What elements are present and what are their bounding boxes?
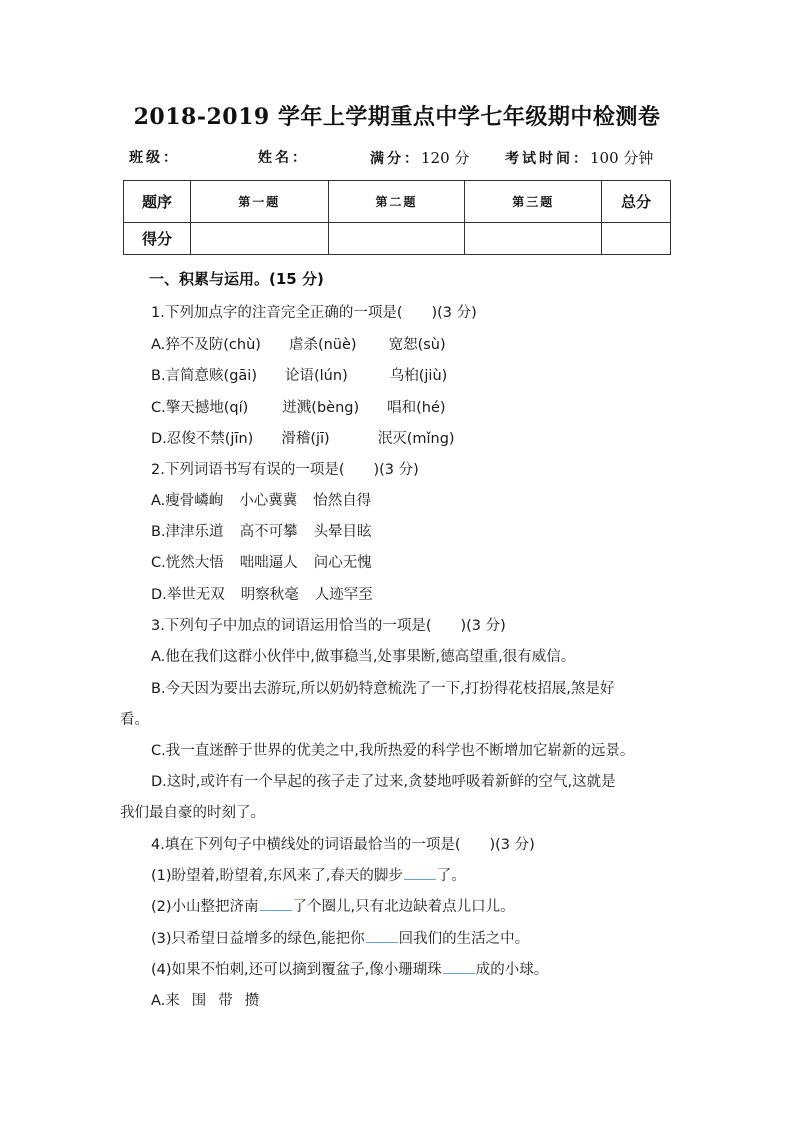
option-text: C.恍然大悟 (151, 555, 224, 571)
score-table-score-row (124, 223, 671, 255)
option-text: 带 (218, 993, 233, 1009)
class-field (129, 147, 180, 167)
sentence-text: 了个圈儿,只有北边缺着点儿口儿。 (292, 899, 515, 915)
name-field (258, 147, 309, 167)
option-text: A.来 (151, 993, 180, 1009)
exam-time (505, 147, 653, 168)
option-text: C.我一直迷醉于世界的优美之中,我所热爱的科学也不断增加它崭新的远景。 (151, 743, 635, 759)
score-table-cell: 第三题 (465, 181, 602, 223)
question-stem: 1.下列加点字的注音完全正确的一项是( )(3 分) (151, 305, 477, 321)
option-text: 虐杀(nüè) (288, 337, 357, 353)
page-title: 2018-2019 学年上学期重点中学七年级期中检测卷 (133, 104, 661, 130)
option-text: 高不可攀 (239, 524, 298, 540)
option-text: B.言简意赅(gāi) (151, 368, 257, 384)
option-text: 怡然自得 (313, 493, 372, 509)
sentence-text: 成的小球。 (475, 962, 549, 978)
name-label: 姓名： (258, 150, 309, 166)
option-text: A.瘦骨嶙峋 (151, 493, 224, 509)
option-line (151, 364, 447, 385)
score-table (123, 180, 671, 255)
full-score-value: 120 分 (421, 149, 470, 167)
fill-sentence (151, 864, 466, 885)
exam-time-value: 100 分钟 (590, 149, 654, 167)
option-text: 看。 (120, 712, 149, 728)
sentence-text: (1)盼望着,盼望着,东风来了,春天的脚步 (151, 868, 403, 884)
full-score-label: 满分： (370, 151, 421, 167)
fill-sentence (151, 927, 529, 948)
option-text: 围 (191, 993, 207, 1009)
sentence-text: 了。 (436, 868, 466, 884)
score-table-header-row (124, 181, 671, 223)
option-text: 人迹罕至 (314, 587, 373, 603)
option-text: B.津津乐道 (151, 524, 224, 540)
option-text: 攒 (244, 993, 260, 1009)
sentence-text: (3)只希望日益增多的绿色,能把你 (151, 931, 365, 947)
option-line (151, 989, 259, 1010)
option-text: 唱和(hé) (387, 400, 446, 416)
question-stem: 2.下列词语书写有误的一项是( )(3 分) (151, 462, 419, 478)
fill-sentence (151, 895, 515, 916)
option-line (151, 489, 371, 510)
sentence-text: 回我们的生活之中。 (398, 931, 530, 947)
option-text: C.擎天撼地(qí) (151, 400, 249, 416)
question-stem: 4.填在下列句子中横线处的词语最恰当的一项是( )(3 分) (151, 837, 535, 853)
option-text: 明察秋毫 (240, 587, 299, 603)
option-line (151, 583, 373, 604)
score-blank-cell[interactable] (602, 223, 671, 255)
score-blank-cell[interactable] (328, 223, 465, 255)
option-text: 头晕目眩 (313, 524, 372, 540)
option-text: 小心冀冀 (239, 493, 298, 509)
option-text: 迸溅(bèng) (282, 400, 360, 416)
score-table-cell: 总分 (602, 181, 671, 223)
option-line (151, 551, 372, 572)
fill-blank[interactable] (260, 896, 292, 911)
score-blank-cell[interactable] (190, 223, 328, 255)
class-label: 班级： (129, 150, 180, 166)
sentence-text: (2)小山整把济南 (151, 899, 259, 915)
option-text: 咄咄逼人 (239, 555, 298, 571)
score-table-cell: 第二题 (328, 181, 465, 223)
option-text: A.他在我们这群小伙伴中,做事稳当,处事果断,德高望重,很有威信。 (151, 649, 576, 665)
section-heading: 一、积累与运用。(15 分) (149, 270, 324, 288)
option-text: 泯灭(mǐng) (377, 431, 455, 447)
option-line (151, 427, 455, 448)
score-table-cell: 题序 (124, 181, 191, 223)
sentence-text: (4)如果不怕刺,还可以摘到覆盆子,像小珊瑚珠 (151, 962, 442, 978)
full-score (370, 147, 469, 168)
score-blank-cell[interactable] (465, 223, 602, 255)
option-text: A.猝不及防(chù) (151, 337, 261, 353)
option-text: 论语(lún) (285, 368, 348, 384)
fill-sentence (151, 958, 548, 979)
fill-blank[interactable] (366, 928, 398, 943)
option-text: 乌桕(jiù) (389, 368, 448, 384)
option-line (151, 333, 446, 354)
option-text: D.忍俊不禁(jīn) (151, 431, 254, 447)
question-stem: 3.下列句子中加点的词语运用恰当的一项是( )(3 分) (151, 618, 506, 634)
fill-blank[interactable] (404, 865, 436, 880)
option-text: D.举世无双 (151, 587, 225, 603)
option-text: D.这时,或许有一个早起的孩子走了过来,贪婪地呼吸着新鲜的空气,这就是 (151, 774, 616, 790)
option-text: 我们最自豪的时刻了。 (120, 805, 265, 821)
score-table-cell: 第一题 (190, 181, 328, 223)
option-text: 问心无愧 (313, 555, 372, 571)
option-text: B.今天因为要出去游玩,所以奶奶特意梳洗了一下,打扮得花枝招展,煞是好 (151, 681, 615, 697)
exam-time-label: 考试时间： (505, 151, 590, 167)
option-line (151, 520, 372, 541)
fill-blank[interactable] (443, 959, 475, 974)
option-line (151, 396, 446, 417)
score-table-cell: 得分 (124, 223, 191, 255)
option-text: 宽恕(sù) (388, 337, 446, 353)
option-text: 滑稽(jī) (281, 431, 330, 447)
